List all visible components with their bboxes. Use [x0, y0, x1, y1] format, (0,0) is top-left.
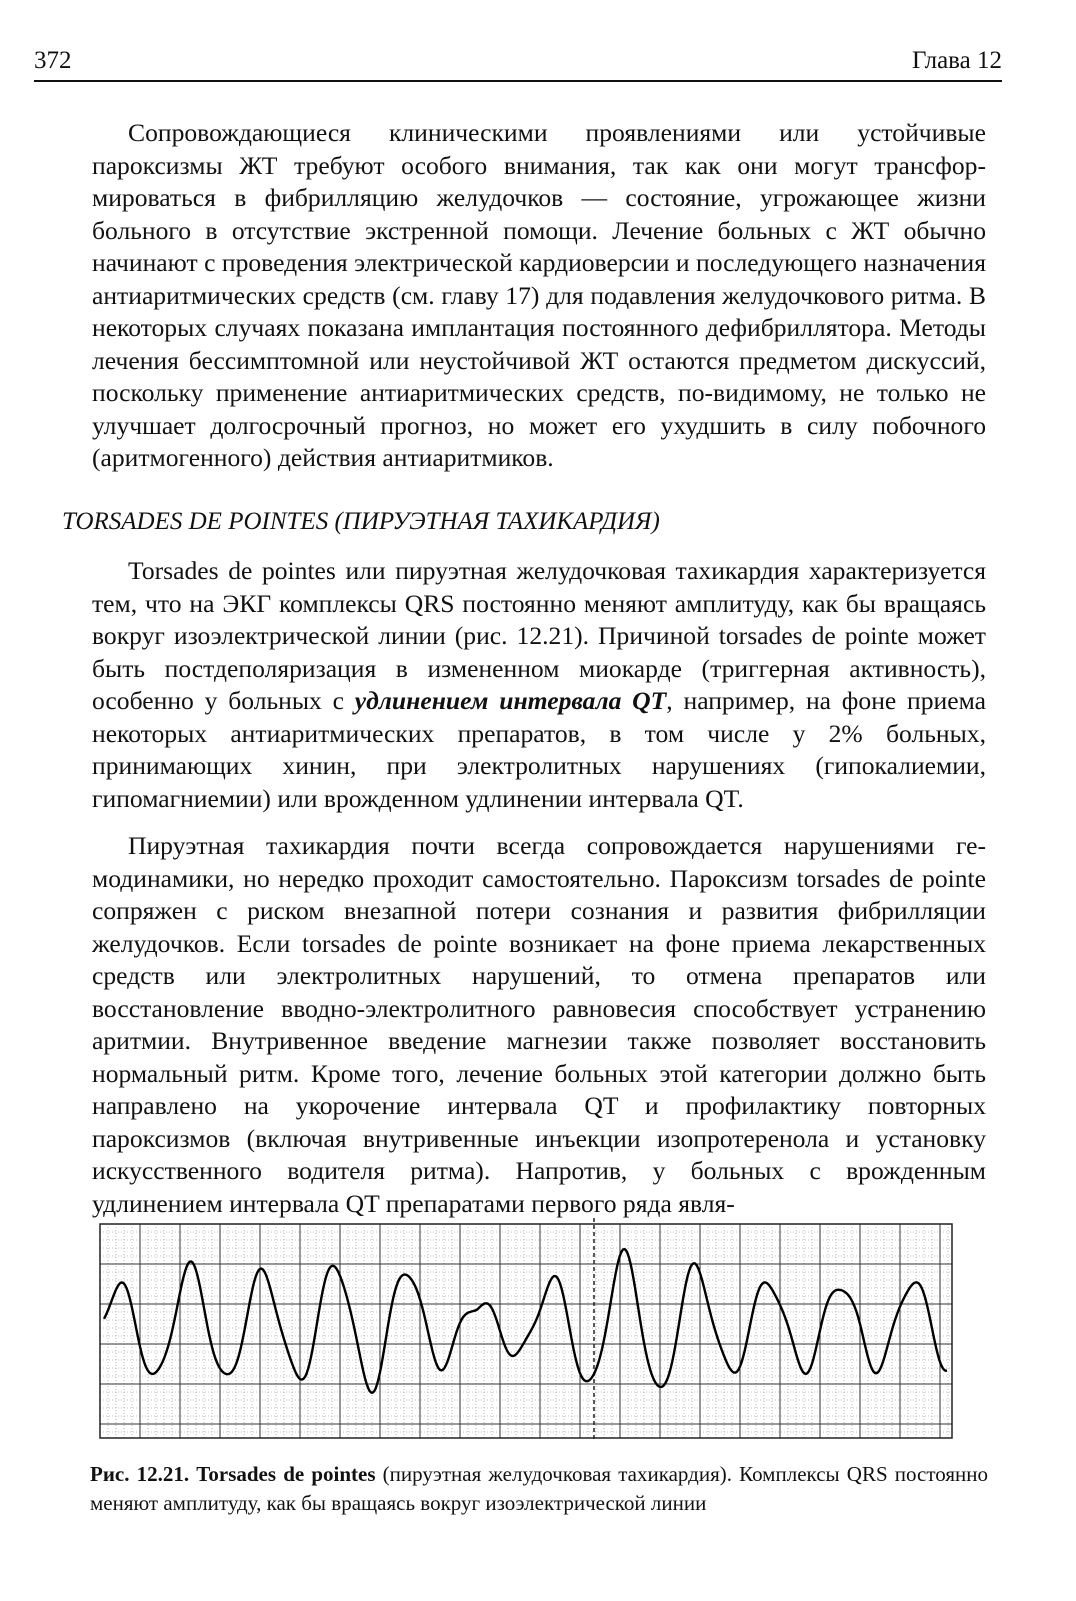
- figure-caption: [90, 1460, 988, 1518]
- paragraph-torsades-definition: [92, 555, 986, 815]
- paragraph-text-end: , например, на фоне приема некоторых антиаритмических препаратов, в том числе у 2% больных, принимающих хинин, при электролитных нарушениях (гипокалиемии, гипомагниемии) или врожденном удлинении интервала QT.: [92, 686, 986, 813]
- paragraph-vt-treatment: [92, 117, 986, 475]
- paragraph-text-start: Torsades de pointes или пируэтная желудочковая тахикардия характеризуется тем, что на ЭКГ комплексы QRS постоянно меняют амплитуду, как бы вращаясь вокруг изоэлектрической линии (рис. 12.21). Причиной torsades de pointe может быть постдеполяризация в измененном миокарде (триггерная активность), особенно у больных с: [92, 556, 986, 715]
- page-number: 372: [34, 47, 72, 74]
- paragraph-text: Сопровождающиеся клиническими проявлениями или устойчивые пароксизмы ЖТ требуют особого внимания, так как они могут трансформироваться в фибрилляцию желудочков — состояние, угрожающее жизни больного в отсутствие экстренной помощи. Лечение больных с ЖТ обычно начинают с проведения электрической кардиоверсии и последующего назначения антиаритмических средств (см. главу 17) для подавления желудочкового ритма. В некоторых случаях показана имплантация постоянного дефибриллятора. Методы лечения бессимптомной или неустойчивой ЖТ остаются предметом дискуссий, поскольку применение антиаритмических средств, по-видимому, не только не улучшает долгосрочный прогноз, но может его ухудшить в силу побочного (аритмогенного) действия антиаритмиков.: [92, 118, 986, 472]
- ecg-strip-image: [66, 1210, 966, 1450]
- section-heading: TORSADES DE POINTES (ПИРУЭТНАЯ ТАХИКАРДИЯ): [62, 508, 660, 535]
- page-header: [34, 44, 1002, 82]
- chapter-title: Глава 12: [912, 47, 1002, 74]
- paragraph-torsades-treatment: [92, 830, 986, 1220]
- emphasis-long-qt: удлинением интервала QT: [354, 686, 667, 715]
- ecg-figure: [66, 1210, 966, 1450]
- paragraph-text: Пируэтная тахикардия почти всегда сопровождается нарушениями гемодинамики, но нередко проходит самостоятельно. Пароксизм torsades de pointe сопряжен с риском внезапной потери сознания и развития фибрилляции желудочков. Если torsades de pointe возникает на фоне приема лекарственных средств или электролитных нарушений, то отмена препаратов или восстановление вводно-электролитного равновесия способствует устранению аритмии. Внутривенное введение магнезии также позволяет восстановить нормальный ритм. Кроме того, лечение больных этой категории должно быть направлено на укорочение интервала QT и профилактику повторных пароксизмов (включая внутривенные инъекции изопротеренола и установку искусственного водителя ритма). Напротив, у больных с врожденным удлинением интервала QT препаратами первого ряда явля-: [92, 831, 986, 1218]
- caption-text: (пируэтная желудочковая тахикардия). Комплексы QRS постоянно меняют амплитуду, как бы вращаясь вокруг изоэлектрической линии: [90, 1462, 988, 1515]
- caption-label: Рис. 12.21. Torsades de pointes: [90, 1462, 376, 1486]
